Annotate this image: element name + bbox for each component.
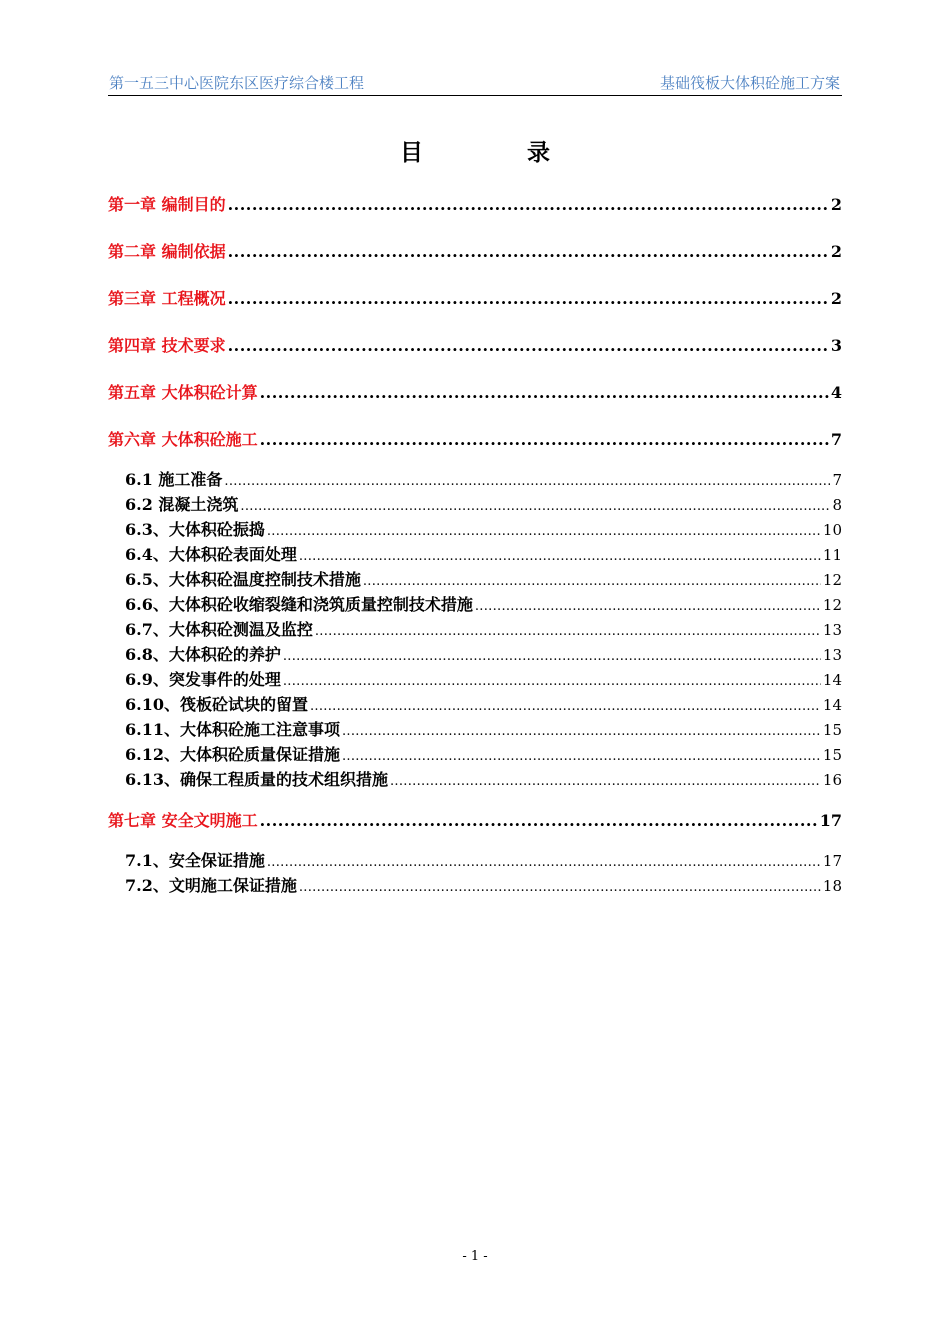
toc-page-number: 17 bbox=[822, 852, 842, 870]
toc-page-number: 17 bbox=[819, 811, 842, 830]
toc-page-number: 16 bbox=[822, 771, 842, 789]
toc-section-6-5[interactable] bbox=[125, 567, 842, 590]
toc-chapter-label: 第三章 工程概况 bbox=[108, 289, 226, 308]
toc-page-number: 15 bbox=[822, 746, 842, 764]
toc-page-number: 10 bbox=[822, 521, 842, 539]
toc-title bbox=[0, 134, 950, 167]
toc-section-6-11[interactable] bbox=[125, 717, 842, 740]
header-project-name: 第一五三中心医院东区医疗综合楼工程 bbox=[109, 74, 365, 92]
toc-section-label: 6.7、大体积砼测温及监控 bbox=[125, 620, 313, 639]
toc-chapter-6[interactable] bbox=[108, 427, 842, 450]
toc-chapter-label: 第六章 大体积砼施工 bbox=[108, 430, 258, 449]
toc-section-label: 7.1、安全保证措施 bbox=[125, 851, 265, 870]
toc-section-7-2[interactable] bbox=[125, 873, 842, 896]
toc-section-label: 6.8、大体积砼的养护 bbox=[125, 645, 281, 664]
toc-chapter-3[interactable] bbox=[108, 286, 842, 309]
toc-section-6-10[interactable] bbox=[125, 692, 842, 715]
toc-page-number: 12 bbox=[822, 571, 842, 589]
header-divider bbox=[108, 95, 842, 96]
toc-page-number: 11 bbox=[822, 546, 842, 564]
toc-section-label: 6.1 施工准备 bbox=[125, 470, 223, 489]
toc-section-label: 6.2 混凝土浇筑 bbox=[125, 495, 239, 514]
header-document-title: 基础筏板大体积砼施工方案 bbox=[659, 74, 840, 92]
toc-chapter-2[interactable] bbox=[108, 239, 842, 262]
toc-page-number: 3 bbox=[830, 336, 842, 355]
toc-section-6-4[interactable] bbox=[125, 542, 842, 565]
toc-section-6-8[interactable] bbox=[125, 642, 842, 665]
toc-page-number: 2 bbox=[830, 289, 842, 308]
toc-page-number: 18 bbox=[822, 877, 842, 895]
toc-chapter-4[interactable] bbox=[108, 333, 842, 356]
toc-page-number: 8 bbox=[832, 496, 842, 514]
toc-page-number: 4 bbox=[830, 383, 842, 402]
toc-section-6-13[interactable] bbox=[125, 767, 842, 790]
toc-section-6-6[interactable] bbox=[125, 592, 842, 615]
toc-chapter-5[interactable] bbox=[108, 380, 842, 403]
toc-chapter-label: 第四章 技术要求 bbox=[108, 336, 226, 355]
toc-section-6-7[interactable] bbox=[125, 617, 842, 640]
toc-section-label: 6.10、筏板砼试块的留置 bbox=[125, 695, 308, 714]
toc-section-label: 6.11、大体积砼施工注意事项 bbox=[125, 720, 340, 739]
toc-section-6-12[interactable] bbox=[125, 742, 842, 765]
toc-section-label: 6.6、大体积砼收缩裂缝和浇筑质量控制技术措施 bbox=[125, 595, 473, 614]
toc-chapter-1[interactable] bbox=[108, 192, 842, 215]
toc-section-6-2[interactable] bbox=[125, 492, 842, 515]
toc-section-label: 7.2、文明施工保证措施 bbox=[125, 876, 297, 895]
toc-page-number: 13 bbox=[822, 621, 842, 639]
toc-section-label: 6.12、大体积砼质量保证措施 bbox=[125, 745, 340, 764]
toc-chapter-label: 第一章 编制目的 bbox=[108, 195, 226, 214]
toc-page-number: 2 bbox=[830, 242, 842, 261]
toc-section-6-3[interactable] bbox=[125, 517, 842, 540]
toc-page-number: 7 bbox=[830, 430, 842, 449]
toc-chapter-7[interactable] bbox=[108, 808, 842, 831]
toc-title-char-2: 录 bbox=[527, 139, 550, 166]
toc-section-6-9[interactable] bbox=[125, 667, 842, 690]
toc-chapter-label: 第七章 安全文明施工 bbox=[108, 811, 258, 830]
toc-page-number: 13 bbox=[822, 646, 842, 664]
toc-page-number: 12 bbox=[822, 596, 842, 614]
toc-page-number: 15 bbox=[822, 721, 842, 739]
toc-title-char-1: 目 bbox=[400, 139, 423, 166]
toc-section-label: 6.13、确保工程质量的技术组织措施 bbox=[125, 770, 388, 789]
toc-page-number: 14 bbox=[822, 696, 842, 714]
page-number-footer: - 1 - bbox=[462, 1249, 488, 1264]
toc-chapter-label: 第五章 大体积砼计算 bbox=[108, 383, 258, 402]
toc-section-label: 6.9、突发事件的处理 bbox=[125, 670, 281, 689]
toc-section-7-1[interactable] bbox=[125, 848, 842, 871]
toc-page-number: 14 bbox=[822, 671, 842, 689]
toc-page-number: 7 bbox=[832, 471, 842, 489]
toc-section-label: 6.5、大体积砼温度控制技术措施 bbox=[125, 570, 361, 589]
toc-section-label: 6.4、大体积砼表面处理 bbox=[125, 545, 297, 564]
toc-chapter-label: 第二章 编制依据 bbox=[108, 242, 226, 261]
toc-section-label: 6.3、大体积砼振捣 bbox=[125, 520, 265, 539]
toc-page-number: 2 bbox=[830, 195, 842, 214]
toc-section-6-1[interactable] bbox=[125, 467, 842, 490]
